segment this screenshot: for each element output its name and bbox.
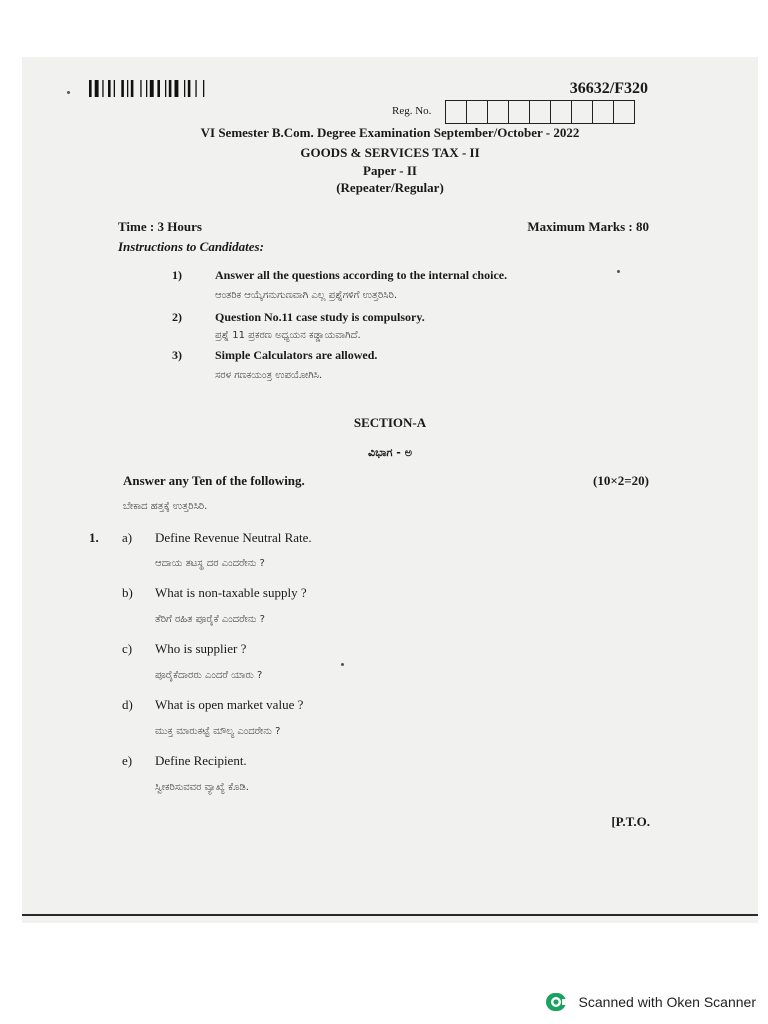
sub-question-text-kannada: ಸ್ವೀಕರಿಸುವವರ ವ್ಯಾಖ್ಯೆ ಕೊಡಿ. xyxy=(155,782,249,793)
section-marks: (10×2=20) xyxy=(593,473,649,488)
reg-no-boxes xyxy=(446,100,635,124)
subject-title: GOODS & SERVICES TAX - II xyxy=(300,145,480,160)
oken-scanner-logo-icon xyxy=(545,990,569,1014)
instructions-heading: Instructions to Candidates: xyxy=(118,239,264,254)
sub-question-text: Define Recipient. xyxy=(155,753,247,768)
sub-question-text-kannada: ಮುಕ್ತ ಮಾರುಕಟ್ಟೆ ಮೌಲ್ಯ ಎಂದರೇನು ? xyxy=(155,726,281,737)
sub-question-text: Define Revenue Neutral Rate. xyxy=(155,530,312,545)
question-paper-code: 36632/F320 xyxy=(569,80,648,97)
sub-question-label: e) xyxy=(122,753,133,768)
reg-no-box xyxy=(529,100,551,124)
instruction-text-kannada: ಪ್ರಶ್ನೆ 11 ಪ್ರಕರಣ ಅಧ್ಯಯನ ಕಡ್ಡಾಯವಾಗಿದೆ. xyxy=(215,330,361,341)
instruction-text-kannada: ಆಂತರಿಕ ಆಯ್ಕೆಗನುಗುಣವಾಗಿ ಎಲ್ಲ ಪ್ರಶ್ನೆಗಳಿಗೆ ಉತ್ತರಿಸಿರಿ. xyxy=(215,290,398,301)
sub-question-text: Who is supplier ? xyxy=(155,641,247,656)
reg-no-box xyxy=(466,100,488,124)
sub-question-label: d) xyxy=(122,697,133,712)
reg-no-box xyxy=(592,100,614,124)
sub-question-label: b) xyxy=(122,585,133,600)
question-number: 1. xyxy=(89,530,99,545)
paper-number: Paper - II xyxy=(363,163,417,178)
scan-speck xyxy=(67,91,70,94)
reg-no-box xyxy=(487,100,509,124)
exam-type: (Repeater/Regular) xyxy=(336,180,444,195)
exam-title: VI Semester B.Com. Degree Examination September/October - 2022 xyxy=(200,125,580,140)
instruction-text: Simple Calculators are allowed. xyxy=(215,348,378,362)
section-title: SECTION-A xyxy=(353,415,427,430)
instruction-number: 3) xyxy=(172,348,182,362)
sub-question-text-kannada: ಪೂರೈಕೆದಾರರು ಎಂದರೆ ಯಾರು ? xyxy=(155,670,263,681)
reg-no-box xyxy=(613,100,635,124)
scanner-watermark xyxy=(545,990,756,1014)
sub-question-text: What is open market value ? xyxy=(155,697,304,712)
instruction-number: 1) xyxy=(172,268,182,282)
barcode-graphic xyxy=(89,80,231,97)
section-instruction: Answer any Ten of the following. xyxy=(123,473,305,488)
reg-no-label: Reg. No. xyxy=(392,105,432,117)
reg-no-box xyxy=(571,100,593,124)
sub-question-text-kannada: ಆದಾಯ ತಟಸ್ಥ ದರ ಎಂದರೇನು ? xyxy=(155,558,265,569)
time-allowed: Time : 3 Hours xyxy=(118,219,202,234)
reg-no-box xyxy=(508,100,530,124)
instruction-text-kannada: ಸರಳ ಗಣಕಯಂತ್ರ ಉಪಯೋಗಿಸಿ. xyxy=(215,370,323,381)
sub-question-text-kannada: ತೆರಿಗೆ ರಹಿತ ಪೂರೈಕೆ ಎಂದರೇನು ? xyxy=(155,614,265,625)
section-title-kannada: ವಿಭಾಗ - ಅ xyxy=(368,446,412,459)
instruction-text: Question No.11 case study is compulsory. xyxy=(215,310,425,324)
sub-question-label: a) xyxy=(122,530,133,545)
scan-speck xyxy=(617,270,620,273)
sub-question-text: What is non-taxable supply ? xyxy=(155,585,307,600)
reg-no-box xyxy=(445,100,467,124)
watermark-text: Scanned with Oken Scanner xyxy=(578,994,756,1010)
instruction-text: Answer all the questions according to the internal choice. xyxy=(215,268,508,282)
maximum-marks: Maximum Marks : 80 xyxy=(527,219,649,234)
section-instruction-kannada: ಬೇಕಾದ ಹತ್ತಕ್ಕೆ ಉತ್ತರಿಸಿರಿ. xyxy=(123,501,208,512)
page-bottom-rule xyxy=(22,914,758,916)
reg-no-box xyxy=(550,100,572,124)
please-turn-over: [P.T.O. xyxy=(611,814,650,829)
instruction-number: 2) xyxy=(172,310,182,324)
sub-question-label: c) xyxy=(122,641,133,656)
scan-speck xyxy=(341,663,344,666)
